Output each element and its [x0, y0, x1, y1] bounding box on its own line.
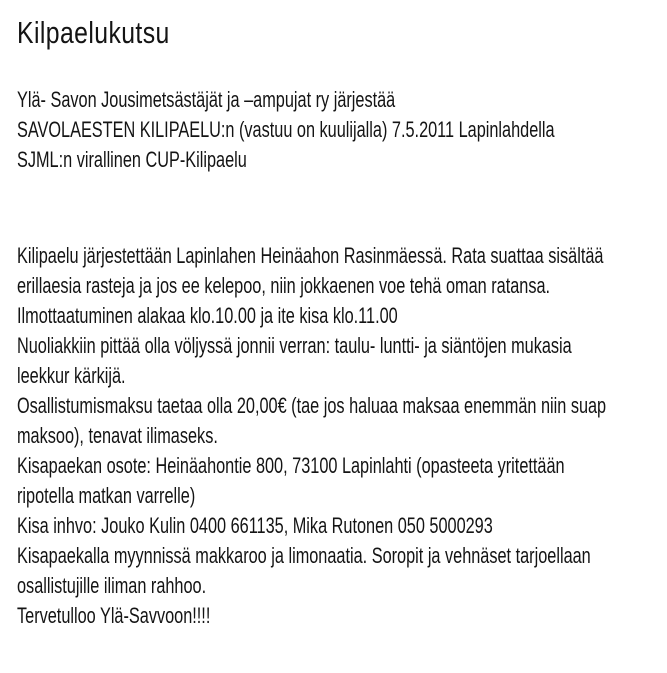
body-line: Kisapaekalla myynnissä makkaroo ja limonaatia. Soropit ja vehnäset tarjoellaan	[17, 543, 591, 568]
body-paragraph	[17, 241, 667, 631]
body-line: maksoo), tenavat ilimaseks.	[17, 423, 218, 448]
body-line: Kisapaekan osote: Heinäahontie 800, 73100 Lapinlahti (opasteeta yritettään	[17, 453, 565, 478]
body-line: leekkur kärkijä.	[17, 363, 126, 388]
intro-line: SJML:n virallinen CUP-Kilipaelu	[17, 147, 247, 172]
intro-paragraph	[17, 85, 667, 175]
body-line: erillaesia rasteja ja jos ee kelepoo, niin jokkaenen voe tehä oman ratansa.	[17, 273, 551, 298]
body-line: ripotella matkan varrelle)	[17, 483, 196, 508]
intro-line: Ylä- Savon Jousimetsästäjät ja –ampujat ry järjestää	[17, 87, 396, 112]
body-line: osallistujille iliman rahhoo.	[17, 573, 207, 598]
body-line: Nuoliakkiin pittää olla völjyssä jonnii verran: taulu- luntti- ja siäntöjen mukasia	[17, 333, 572, 358]
body-line: Kilipaelu järjestettään Lapinlahen Heinäahon Rasinmäessä. Rata suattaa sisältää	[17, 243, 604, 268]
body-line: Osallistumismaksu taetaa olla 20,00€ (tae jos haluaa maksaa enemmän niin suap	[17, 393, 607, 418]
body-line: Tervetulloo Ylä-Savvoon!!!!	[17, 603, 211, 628]
body-line: Ilmottaatuminen alakaa klo.10.00 ja ite kisa klo.11.00	[17, 303, 398, 328]
body-line: Kisa inhvo: Jouko Kulin 0400 661135, Mika Rutonen 050 5000293	[17, 513, 493, 538]
intro-line: SAVOLAESTEN KILIPAELU:n (vastuu on kuulijalla) 7.5.2011 Lapinlahdella	[17, 117, 555, 142]
document-title: Kilpaelukutsu	[17, 15, 170, 50]
